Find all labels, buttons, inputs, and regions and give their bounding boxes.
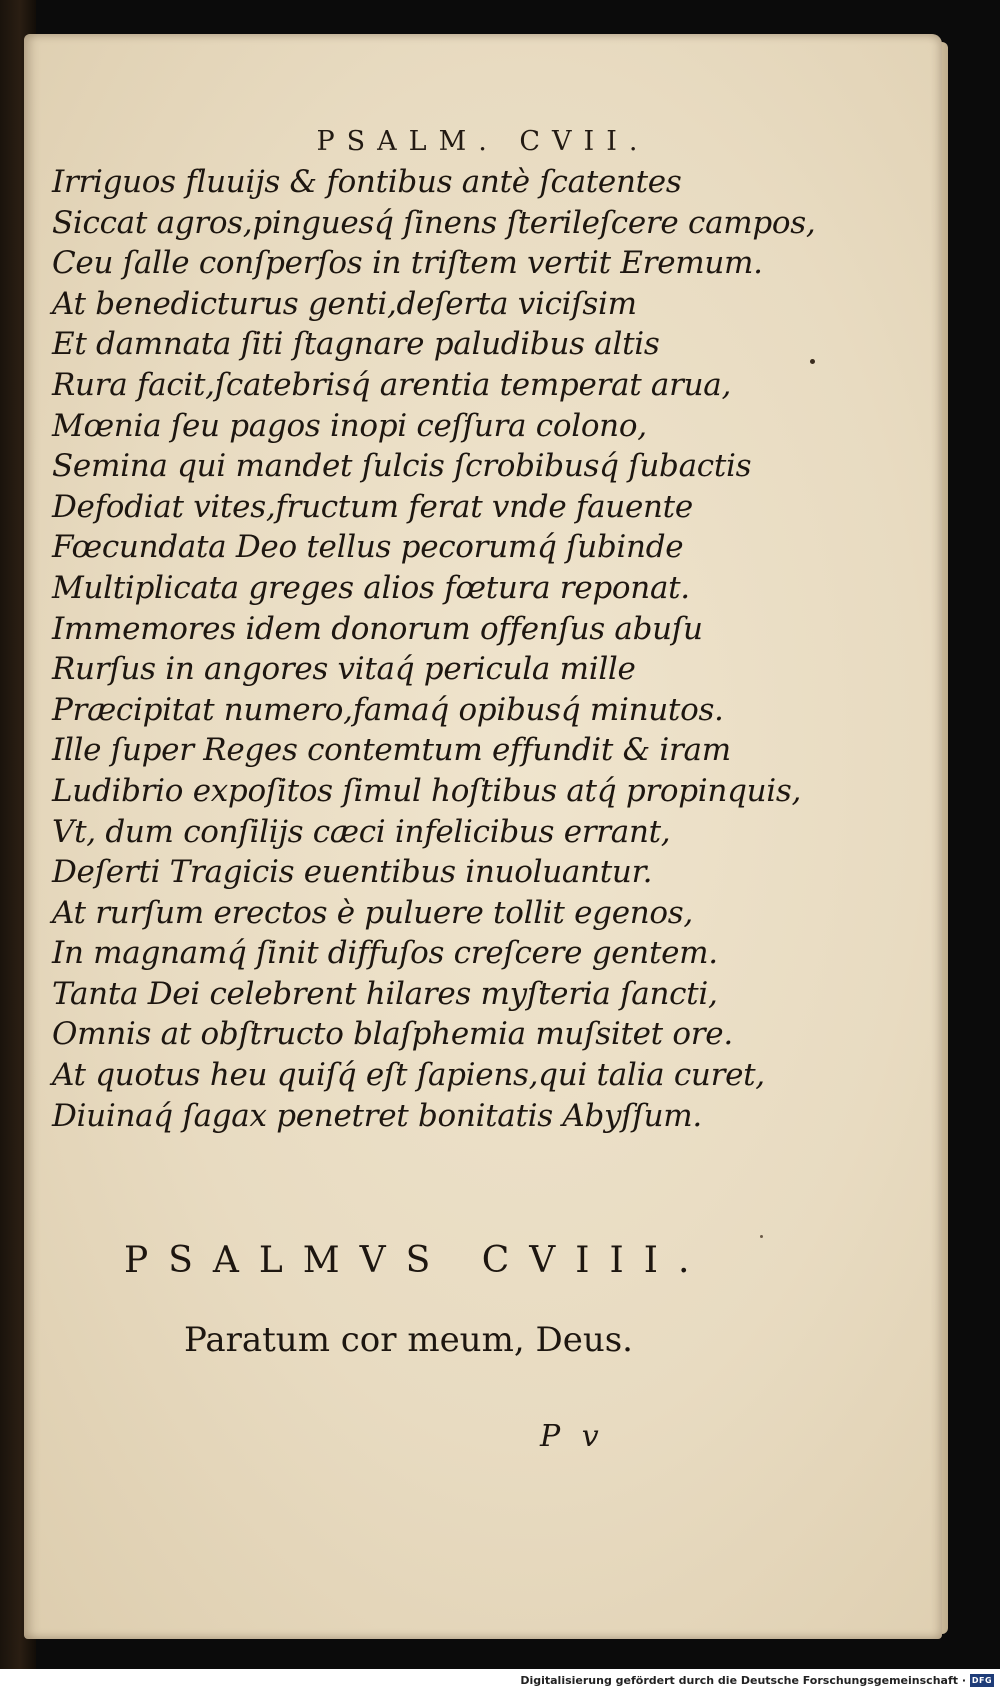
verse-line: Ille ſuper Reges contemtum effundit & iram bbox=[52, 732, 731, 769]
verse-line: Vt, dum conſilijs cæci infelicibus errant, bbox=[52, 813, 671, 850]
verse-line: Irriguos fluuijs & fontibus antè ſcatentes bbox=[52, 164, 682, 200]
ink-speck bbox=[810, 359, 815, 364]
verse-text bbox=[52, 162, 932, 1136]
verse-line: Defodiat vites,fructum ferat vnde fauente bbox=[52, 488, 693, 525]
verse-line: At rurſum erectos è puluere tollit egenos, bbox=[52, 894, 693, 931]
verse-line: Semina qui mandet ſulcis ſcrobibusq́ ſubactis bbox=[52, 448, 752, 485]
footer-credit: Digitalisierung gefördert durch die Deutsche Forschungsgemeinschaft · bbox=[520, 1674, 966, 1687]
dfg-logo: DFG bbox=[971, 1676, 993, 1685]
psalm-heading: PSALMVS CVIII. bbox=[124, 1240, 710, 1281]
verse-line: Fœcundata Deo tellus pecorumq́ ſubinde bbox=[52, 529, 684, 566]
signature-mark: P v bbox=[540, 1419, 605, 1454]
verse-line: Rura facit,ſcatebrisq́ arentia temperat arua, bbox=[52, 366, 732, 403]
verse-line: Et damnata ſiti ſtagnare paludibus altis bbox=[52, 326, 660, 363]
psalm-incipit: Paratum cor meum, Deus. bbox=[184, 1320, 633, 1360]
running-head: PSALM. CVII. bbox=[316, 126, 650, 157]
ink-speck bbox=[760, 1235, 763, 1238]
verse-line: In magnamq́ ſinit diffuſos creſcere gentem. bbox=[52, 935, 718, 972]
verse-line: Multiplicata greges alios fœtura reponat. bbox=[52, 569, 690, 606]
verse-line: Ludibrio expoſitos ſimul hoſtibus atq́ propinquis, bbox=[52, 772, 802, 809]
verse-line: Præcipitat numero,famaq́ opibusq́ minutos. bbox=[52, 691, 724, 728]
verse-line: Tanta Dei celebrent hilares myſteria ſancti, bbox=[52, 975, 718, 1012]
verse-line: At quotus heu quiſq́ eſt ſapiens,qui talia curet, bbox=[52, 1057, 765, 1094]
verse-line: Ceu ſalle conſperſos in triſtem vertit Eremum. bbox=[52, 245, 763, 282]
verse-line: Siccat agros,pinguesq́ ſinens ſterileſcere campos, bbox=[52, 204, 816, 241]
verse-line: Diuinaq́ ſagax penetret bonitatis Abyſſum. bbox=[52, 1097, 702, 1134]
verse-line: Deſerti Tragicis euentibus inuoluantur. bbox=[52, 854, 653, 891]
verse-line: Omnis at obſtructo blaſphemia muſsitet ore. bbox=[52, 1016, 733, 1053]
verse-line: Immemores idem donorum offenſus abuſu bbox=[52, 610, 703, 647]
verse-line: Mœnia ſeu pagos inopi ceſſura colono, bbox=[52, 407, 647, 444]
verse-line: At benedicturus genti,deſerta viciſsim bbox=[52, 285, 637, 322]
book-page bbox=[24, 34, 942, 1639]
verse-line: Rurſus in angores vitaq́ pericula mille bbox=[52, 651, 636, 688]
footer-bar bbox=[0, 1669, 1000, 1691]
